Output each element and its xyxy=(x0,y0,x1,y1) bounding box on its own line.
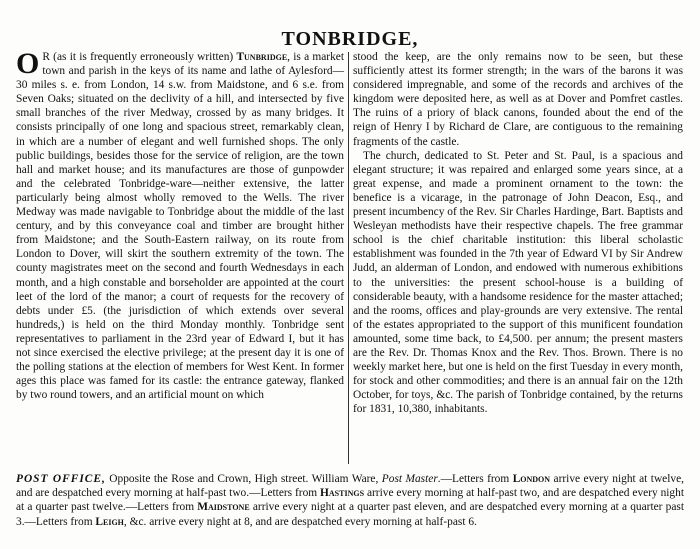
column-divider xyxy=(348,52,349,464)
text-segment: arrive every night at twelve, and are despatched every morning at half-past two.—Letters from xyxy=(16,473,685,500)
castle-paragraph: stood the keep, are the only remains now to be seen, but these sufficiently attest its former strength; in the wars of the barons it was considered impregnable, and some of the records and archives of the kingdom were deposited here, as well as at Dover and Pomfret castles. The ruins of a priory of black canons, founded about the end of the reign of Henry I by Richard de Clare, are contiguous to the remaining fragments of the castle. xyxy=(353,51,683,148)
town-name: Tunbridge xyxy=(236,51,288,63)
place-name: Hastings xyxy=(320,487,365,500)
text-segment: Opposite the Rose and Crown, High street. William Ware, xyxy=(105,473,382,485)
tonbridge-paragraph xyxy=(16,47,344,402)
left-column xyxy=(16,47,344,402)
page-title: TONBRIDGE, xyxy=(281,28,419,50)
text-segment: , &c. arrive every night at 8, and are despatched every morning at half-past 6. xyxy=(123,515,477,528)
drop-cap: O xyxy=(16,47,40,80)
text-segment: , is a market town and parish in the keys of its name and lathe of Aylesford—30 miles s. e. from London, 14 s.w. from Maidstone, and 6 s.e. from Seven Oaks; situated on the declivity of a hill, and intersected by five small branches of the river Medway, crossed by as many bridges. It consists principally of one long and spacious street, remarkably clean, in which are a number of elegant and well furnished shops. The only public buildings, besides those for the service of religion, are the town hall and market house; and its manufactures are those of gunpowder and the celebrated Tonbridge-ware—neither extensive, the latter particularly being almost wholly removed to the Wells. The river Medway was made navigable to Tonbridge about the middle of the last century, and by this conveyance coal and timber are brought hither from Maidstone; and the South-Eastern railway, on its route from London to Dover, will skirt the southern extremity of the town. The county magistrates meet on the second and fourth Wednesdays in each month, and a high constable and borseholder are appointed at the court leet of the lord of the manor; a court of requests for the recovery of debts under £5. (the jurisdiction of which extends over several hundreds,) is held on the third Monday monthly. Tonbridge sent representatives to parliament in the 23rd year of Edward I, but it has not since exercised the elective privilege; at the present day it is one of the polling stations at the election of members for West Kent. In former ages this place was famed for its castle: the entrance gateway, flanked by two round towers, and an artificial mount on which xyxy=(16,51,344,402)
text-segment: arrive every night at a quarter past eleven, and are despatched every morning at a quarter past 3.—Letters from xyxy=(16,501,684,528)
church-paragraph: The church, dedicated to St. Peter and St. Paul, is a spacious and elegant structure; it was repaired and enlarged some years since, at a great expense, and made a prominent ornament to the town: the benefice is a vicarage, in the patronage of John Deacon, Esq., and present incumbency of the Rev. Sir Charles Hardinge, Bart. Baptists and Wesleyan methodists have their respective chapels. The free grammar school is the chief charitable institution: this liberal scholastic establishment was founded in the 7th year of Edward VI by Sir Andrew Judd, an alderman of London, and endowed with numerous exhibitions to the universities: the present school-house is a building of considerable beauty, with a handsome residence for the master attached; and the rooms, offices and play-grounds are very extensive. The rental of the estates appropriated to the support of this munificent foundation amounted, some time back, to £4,500. per annum; the present masters are the Rev. Dr. Thomas Knox and the Rev. Thos. Brown. There is no weekly market here, but one is held on the first Tuesday in every month, for stock and other commodities; and there is an annual fair on the 12th October, for toys, &c. The parish of Tonbridge contained, by the returns for 1831, 10,380, inhabitants. xyxy=(353,149,683,416)
right-column xyxy=(353,50,683,416)
text-segment: .—Letters from xyxy=(437,473,513,485)
postmaster-title: Post Master xyxy=(381,473,438,485)
text-segment: arrive every morning at half-past two, and are despatched every night at a quarter past twelve.—Letters from xyxy=(16,487,684,514)
place-name: London xyxy=(512,473,551,485)
text-segment: R (as it is frequently erroneously written) xyxy=(42,51,237,63)
place-name: Maidstone xyxy=(197,501,250,514)
post-office-heading: POST OFFICE, xyxy=(16,473,106,485)
post-office-section xyxy=(16,472,684,529)
place-name: Leigh xyxy=(95,515,124,528)
